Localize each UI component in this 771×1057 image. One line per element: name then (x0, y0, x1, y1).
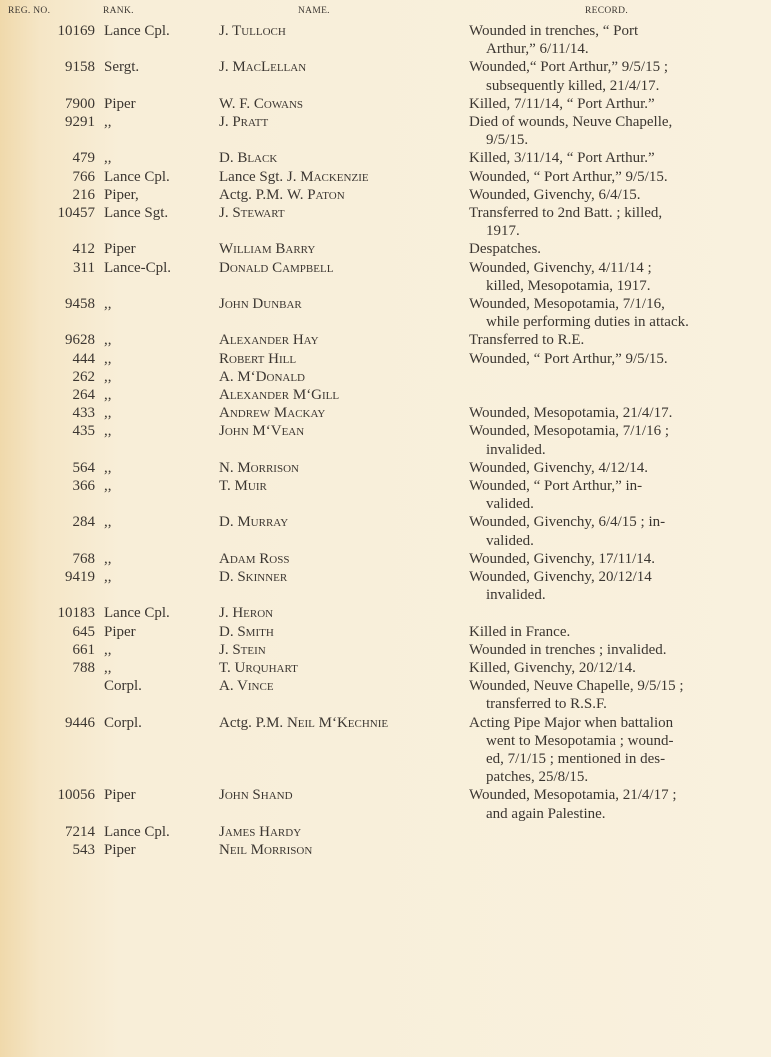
record (469, 386, 761, 404)
record (469, 677, 761, 713)
name-prefix: Lance Sgt. (219, 168, 287, 185)
table-row (0, 404, 771, 422)
table-row (0, 186, 771, 204)
reg-no: 564 (72, 459, 95, 476)
record (469, 168, 761, 186)
reg-no: 479 (72, 150, 95, 167)
table-row (0, 786, 771, 822)
name-text: J. Heron (219, 605, 274, 622)
record-line: Wounded, Givenchy, 6/4/15. (469, 186, 641, 203)
reg-no: 366 (72, 478, 95, 495)
soldier-name (219, 659, 298, 677)
table-row (0, 259, 771, 295)
table-row (0, 22, 771, 58)
reg-no: 311 (73, 259, 95, 276)
record-line: Transferred to 2nd Batt. ; killed, (469, 205, 663, 222)
table-row (0, 823, 771, 841)
table-row (0, 604, 771, 622)
rank: Lance Sgt. (104, 205, 169, 222)
record-line: went to Mesopotamia ; wound- (486, 732, 674, 749)
name-text: J. Stein (219, 641, 266, 658)
name-text: James Hardy (219, 823, 302, 840)
soldier-name (219, 368, 305, 386)
roll-table-body (0, 22, 771, 859)
reg-no: 788 (72, 660, 95, 677)
record-line: 1917. (486, 223, 520, 240)
record-line: Killed in France. (469, 623, 571, 640)
record (469, 459, 761, 477)
name-text: John Shand (219, 787, 293, 804)
name-text: Alexander Hay (219, 332, 319, 349)
record-line: Wounded,“ Port Arthur,” 9/5/15 ; (469, 59, 668, 76)
record (469, 240, 761, 258)
rank: ,, (104, 350, 112, 367)
rank: Piper (104, 241, 136, 258)
record (469, 823, 761, 841)
reg-no: 9628 (65, 332, 95, 349)
table-row (0, 95, 771, 113)
name-prefix: Actg. P.M. (219, 714, 287, 731)
record-line: Wounded, Mesopotamia, 7/1/16 ; (469, 423, 670, 440)
reg-no: 262 (72, 368, 95, 385)
record (469, 186, 761, 204)
rank: ,, (104, 459, 112, 476)
table-row (0, 58, 771, 94)
record (469, 604, 761, 622)
reg-no: 9158 (65, 59, 95, 76)
rank: Piper (104, 623, 136, 640)
record-line: Killed, 3/11/14, “ Port Arthur.” (469, 150, 655, 167)
roll-page (0, 4, 771, 859)
name-text: D. Murray (219, 514, 289, 531)
rank: Sergt. (104, 59, 140, 76)
header-reg-no: REG. NO. (8, 6, 51, 16)
record-line: Killed, Givenchy, 20/12/14. (469, 660, 636, 677)
name-text: J. Mackenzie (286, 168, 369, 185)
table-row (0, 113, 771, 149)
name-text: N. Morrison (219, 459, 299, 476)
record (469, 259, 761, 295)
reg-no: 10169 (57, 23, 95, 39)
rank: ,, (104, 550, 112, 567)
record-line: subsequently killed, 21/4/17. (486, 77, 660, 94)
record-line: valided. (486, 496, 534, 513)
table-row (0, 659, 771, 677)
name-text: J. MacLellan (219, 59, 307, 76)
record (469, 404, 761, 422)
record (469, 477, 761, 513)
reg-no: 9446 (65, 714, 95, 731)
record (469, 331, 761, 349)
name-text: J. Tulloch (219, 23, 286, 39)
name-text: D. Black (219, 150, 278, 167)
record (469, 786, 761, 822)
record (469, 641, 761, 659)
record (469, 58, 761, 94)
name-text: Robert Hill (219, 350, 297, 367)
soldier-name (219, 95, 303, 113)
soldier-name (219, 550, 289, 568)
soldier-name (219, 568, 287, 586)
name-text: John Dunbar (219, 296, 302, 313)
soldier-name (219, 186, 345, 204)
rank: Lance Cpl. (104, 823, 170, 840)
name-text: J. Stewart (219, 205, 285, 222)
record (469, 841, 761, 859)
rank: ,, (104, 569, 112, 586)
record-line: invalided. (486, 441, 546, 458)
header-name: NAME. (298, 6, 330, 16)
record (469, 149, 761, 167)
reg-no: 7900 (65, 95, 95, 112)
name-text: T. Muir (219, 478, 267, 495)
record-line: Transferred to R.E. (469, 332, 585, 349)
rank: Piper (104, 95, 136, 112)
record-line: 9/5/15. (486, 132, 529, 149)
record (469, 204, 761, 240)
record-line: killed, Mesopotamia, 1917. (486, 277, 651, 294)
rank: Lance Cpl. (104, 23, 170, 39)
rank: ,, (104, 641, 112, 658)
record-line: Wounded, “ Port Arthur,” 9/5/15. (469, 350, 668, 367)
record-line: Wounded, “ Port Arthur,” 9/5/15. (469, 168, 668, 185)
rank: Lance Cpl. (104, 605, 170, 622)
soldier-name (219, 58, 306, 76)
name-text: Neil Morrison (219, 842, 313, 859)
table-row (0, 714, 771, 787)
rank: ,, (104, 296, 112, 313)
reg-no: 10183 (57, 605, 95, 622)
table-row (0, 677, 771, 713)
rank: ,, (104, 332, 112, 349)
rank: Corpl. (104, 678, 142, 695)
record-line: valided. (486, 532, 534, 549)
name-text: John M‘Vean (219, 423, 305, 440)
name-text: A. M‘Donald (219, 368, 305, 385)
name-text: Andrew Mackay (219, 405, 326, 422)
reg-no: 661 (72, 641, 95, 658)
rank: ,, (104, 478, 112, 495)
soldier-name (219, 422, 304, 440)
record (469, 714, 761, 787)
record-line: Wounded, Givenchy, 6/4/15 ; in- (469, 514, 666, 531)
table-row (0, 149, 771, 167)
table-row (0, 350, 771, 368)
record-line: Wounded, Mesopotamia, 7/1/16, (469, 296, 665, 313)
name-prefix: Actg. P.M. (219, 186, 287, 203)
reg-no: 435 (72, 423, 95, 440)
record-line: Acting Pipe Major when battalion (469, 714, 674, 731)
reg-no: 10056 (57, 787, 95, 804)
rank: ,, (104, 150, 112, 167)
record-line: Wounded, Givenchy, 20/12/14 (469, 569, 652, 586)
rank: Piper (104, 842, 136, 859)
table-row (0, 386, 771, 404)
name-text: William Barry (219, 241, 316, 258)
reg-no: 7214 (65, 823, 95, 840)
record-line: Wounded in trenches, “ Port (469, 23, 639, 39)
rank: ,, (104, 368, 112, 385)
rank: Lance-Cpl. (104, 259, 172, 276)
reg-no: 9458 (65, 296, 95, 313)
table-row (0, 295, 771, 331)
record-line: Wounded in trenches ; invalided. (469, 641, 667, 658)
rank: Lance Cpl. (104, 168, 170, 185)
reg-no: 9291 (65, 114, 95, 131)
soldier-name (219, 477, 267, 495)
table-row (0, 477, 771, 513)
soldier-name (219, 331, 319, 349)
reg-no: 768 (72, 550, 95, 567)
record-line: Died of wounds, Neuve Chapelle, (469, 114, 673, 131)
rank: ,, (104, 660, 112, 677)
rank: ,, (104, 114, 112, 131)
soldier-name (219, 513, 288, 531)
reg-no: 645 (72, 623, 95, 640)
record-line: Despatches. (469, 241, 542, 258)
name-text: T. Urquhart (219, 660, 298, 677)
soldier-name (219, 386, 339, 404)
soldier-name (219, 113, 268, 131)
record (469, 513, 761, 549)
table-row (0, 841, 771, 859)
reg-no: 9419 (65, 569, 95, 586)
soldier-name (219, 149, 277, 167)
rank: ,, (104, 387, 112, 404)
soldier-name (219, 22, 286, 40)
table-row (0, 422, 771, 458)
soldier-name (219, 259, 333, 277)
soldier-name (219, 714, 388, 732)
record-line: Wounded, Neuve Chapelle, 9/5/15 ; (469, 678, 684, 695)
record (469, 95, 761, 113)
header-rank: RANK. (103, 6, 134, 16)
table-row (0, 204, 771, 240)
soldier-name (219, 204, 285, 222)
record (469, 550, 761, 568)
name-text: Alexander M‘Gill (219, 387, 340, 404)
reg-no: 264 (72, 387, 95, 404)
record-line: transferred to R.S.F. (486, 696, 607, 713)
name-text: A. Vince (219, 678, 274, 695)
rank: ,, (104, 405, 112, 422)
rank: Corpl. (104, 714, 142, 731)
soldier-name (219, 623, 274, 641)
table-header (0, 4, 771, 22)
soldier-name (219, 350, 296, 368)
table-row (0, 550, 771, 568)
record-line: Wounded, Givenchy, 4/12/14. (469, 459, 649, 476)
reg-no: 433 (72, 405, 95, 422)
soldier-name (219, 404, 325, 422)
table-row (0, 513, 771, 549)
record-line: Wounded, Givenchy, 4/11/14 ; (469, 259, 652, 276)
record-line: ed, 7/1/15 ; mentioned in des- (486, 751, 666, 768)
rank: Piper, (104, 186, 139, 203)
record-line: Killed, 7/11/14, “ Port Arthur.” (469, 95, 655, 112)
soldier-name (219, 295, 302, 313)
table-row (0, 459, 771, 477)
reg-no: 412 (72, 241, 95, 258)
rank: ,, (104, 514, 112, 531)
soldier-name (219, 841, 312, 859)
name-text: D. Skinner (219, 569, 288, 586)
reg-no: 284 (72, 514, 95, 531)
record (469, 295, 761, 331)
record-line: Wounded, “ Port Arthur,” in- (469, 478, 643, 495)
record (469, 22, 761, 58)
table-row (0, 641, 771, 659)
reg-no: 543 (72, 842, 95, 859)
table-row (0, 368, 771, 386)
soldier-name (219, 641, 266, 659)
name-text: J. Pratt (219, 114, 269, 131)
rank: ,, (104, 423, 112, 440)
soldier-name (219, 823, 301, 841)
record (469, 623, 761, 641)
name-text: W. F. Cowans (219, 95, 304, 112)
record-line: patches, 25/8/15. (486, 769, 589, 786)
soldier-name (219, 459, 299, 477)
soldier-name (219, 240, 315, 258)
record (469, 659, 761, 677)
record-line: Wounded, Mesopotamia, 21/4/17. (469, 405, 673, 422)
header-record: RECORD. (585, 6, 629, 16)
record (469, 113, 761, 149)
reg-no: 444 (72, 350, 95, 367)
name-text: D. Smith (219, 623, 274, 640)
reg-no: 766 (72, 168, 95, 185)
table-row (0, 240, 771, 258)
reg-no: 216 (72, 186, 95, 203)
record (469, 350, 761, 368)
name-text: Donald Campbell (219, 259, 334, 276)
rank: Piper (104, 787, 136, 804)
record (469, 422, 761, 458)
table-row (0, 331, 771, 349)
name-text: Neil M‘Kechnie (286, 714, 389, 731)
name-text: Adam Ross (219, 550, 290, 567)
table-row (0, 568, 771, 604)
soldier-name (219, 168, 369, 186)
table-row (0, 168, 771, 186)
name-text: W. Paton (286, 186, 345, 203)
reg-no: 10457 (57, 205, 95, 222)
soldier-name (219, 604, 273, 622)
record (469, 568, 761, 604)
record (469, 368, 761, 386)
record-line: and again Palestine. (486, 805, 606, 822)
record-line: invalided. (486, 587, 546, 604)
record-line: Wounded, Mesopotamia, 21/4/17 ; (469, 787, 677, 804)
record-line: while performing duties in attack. (486, 314, 689, 331)
soldier-name (219, 786, 293, 804)
record-line: Arthur,” 6/11/14. (486, 41, 589, 58)
soldier-name (219, 677, 274, 695)
table-row (0, 623, 771, 641)
record-line: Wounded, Givenchy, 17/11/14. (469, 550, 655, 567)
